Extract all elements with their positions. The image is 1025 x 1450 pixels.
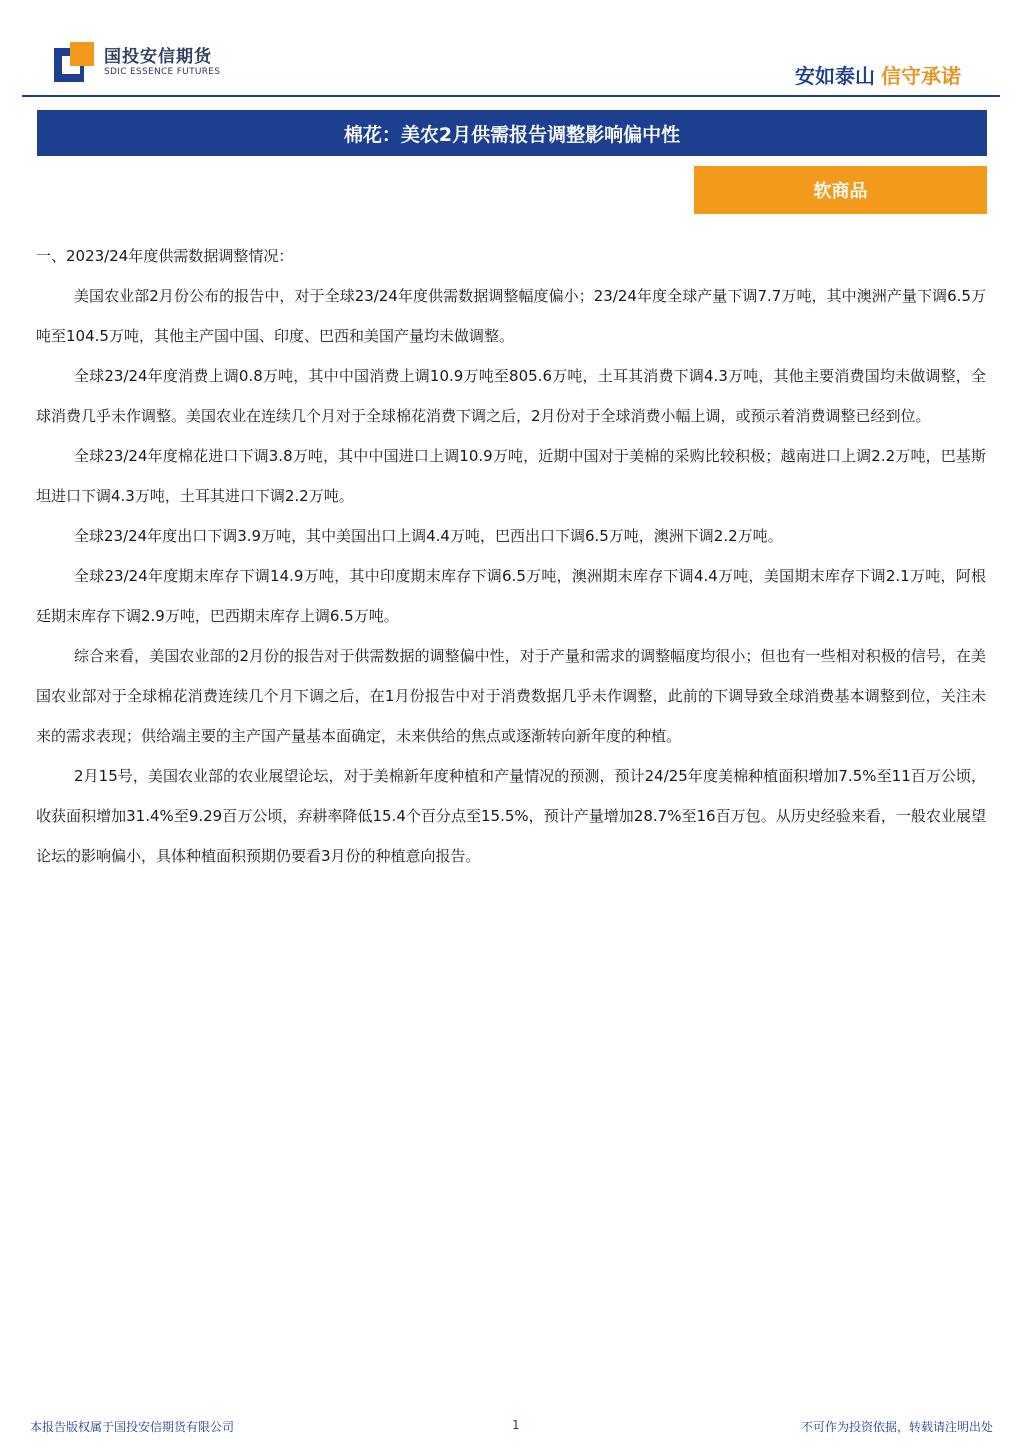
paragraph: 全球23/24年度出口下调3.9万吨，其中美国出口上调4.4万吨，巴西出口下调6.5万吨，澳洲下调2.2万吨。 bbox=[74, 527, 783, 545]
logo-mark-icon bbox=[52, 40, 96, 84]
header-divider bbox=[22, 95, 1000, 97]
paragraph: 综合来看，美国农业部的2月份的报告对于供需数据的调整偏中性，对于产量和需求的调整幅度均很小；但也有一些相对积极的信号，在美国农业部对于全球棉花消费连续几个月下调之后，在1月份报告中对于消费数据几乎未作调整，此前的下调导致全球消费基本调整到位，关注未来的需求表现；供给端主要的主产国产量基本面确定，未来供给的焦点或逐渐转向新年度的种植。 bbox=[36, 647, 986, 745]
paragraph: 全球23/24年度期末库存下调14.9万吨，其中印度期末库存下调6.5万吨，澳洲期末库存下调4.4万吨，美国期末库存下调2.1万吨，阿根廷期末库存下调2.9万吨，巴西期末库存上调6.5万吨。 bbox=[36, 567, 986, 625]
report-title: 棉花：美农2月供需报告调整影响偏中性 bbox=[37, 110, 987, 156]
slogan bbox=[795, 60, 961, 89]
disclaimer: 不可作为投资依据，转载请注明出处 bbox=[800, 1420, 993, 1434]
page-number: 1 bbox=[512, 1418, 520, 1432]
copyright-notice: 本报告版权属于国投安信期货有限公司 bbox=[30, 1420, 235, 1434]
logo-chinese-name: 国投安信期货 bbox=[104, 47, 212, 67]
page-header bbox=[0, 0, 1025, 100]
report-body bbox=[36, 246, 986, 876]
company-logo bbox=[52, 40, 232, 90]
paragraph: 美国农业部2月份公布的报告中，对于全球23/24年度供需数据调整幅度偏小；23/24年度全球产量下调7.7万吨，其中澳洲产量下调6.5万吨至104.5万吨，其他主产国中国、印度、巴西和美国产量均未做调整。 bbox=[36, 287, 986, 345]
paragraph: 2月15号，美国农业部的农业展望论坛，对于美棉新年度种植和产量情况的预测，预计24/25年度美棉种植面积增加7.5%至11百万公顷，收获面积增加31.4%至9.29百万公顷，弃耕率降低15.4个百分点至15.5%，预计产量增加28.7%至16百万包。从历史经验来看，一般农业展望论坛的影响偏小，具体种植面积预期仍要看3月份的种植意向报告。 bbox=[36, 767, 986, 865]
logo-english-name: SDIC ESSENCE FUTURES bbox=[104, 67, 221, 77]
slogan-part-1: 安如泰山 bbox=[795, 64, 875, 88]
category-badge: 软商品 bbox=[694, 166, 987, 214]
section-heading: 一、2023/24年度供需数据调整情况： bbox=[36, 247, 294, 265]
paragraph: 全球23/24年度消费上调0.8万吨，其中中国消费上调10.9万吨至805.6万吨，土耳其消费下调4.3万吨，其他主要消费国均未做调整，全球消费几乎未作调整。美国农业在连续几个月对于全球棉花消费下调之后，2月份对于全球消费小幅上调，或预示着消费调整已经到位。 bbox=[36, 367, 986, 425]
paragraph: 全球23/24年度棉花进口下调3.8万吨，其中中国进口上调10.9万吨，近期中国对于美棉的采购比较积极；越南进口上调2.2万吨，巴基斯坦进口下调4.3万吨，土耳其进口下调2.2万吨。 bbox=[36, 447, 986, 505]
slogan-part-2: 信守承诺 bbox=[881, 64, 961, 88]
page-footer bbox=[0, 1412, 1025, 1442]
